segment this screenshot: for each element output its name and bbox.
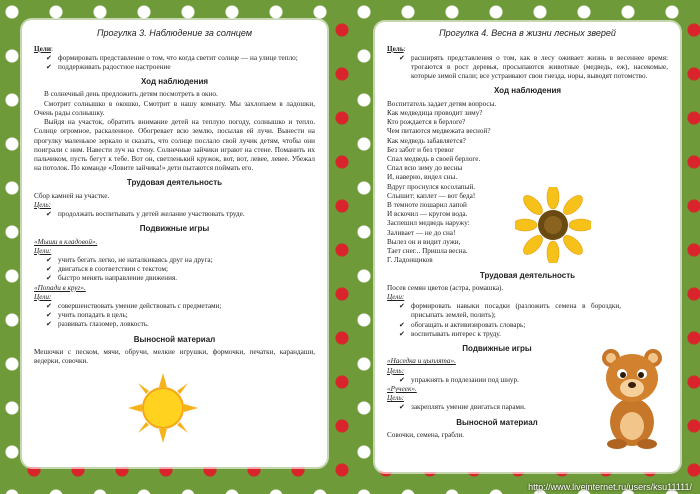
left-game-2-goals xyxy=(34,302,315,330)
right-page xyxy=(375,22,680,472)
check-icon: ✔ xyxy=(399,53,405,62)
left-game-1-goals-label: Цели: xyxy=(34,246,52,255)
left-games-title: Подвижные игры xyxy=(139,224,210,234)
list-item: ✔ формировать навыки посадки (разложить семена в бороздки, присыпать землей, полить); xyxy=(399,302,621,320)
left-material-title: Выносной материал xyxy=(133,334,216,344)
left-game-1-name: «Мыши в кладовой». xyxy=(34,237,98,246)
check-icon: ✔ xyxy=(399,403,405,412)
left-labor-goal-label: Цель: xyxy=(34,200,51,209)
right-poem xyxy=(387,100,527,266)
left-observation-para-3: Выйдя на участок, обратить внимание детей на теплую погоду, солнышко и тепло. Солнце огромное, раскаленное. Обогревает всю землю, посылая ей лучи. Вынести на прогулку маленькое зеркало и сказать, что солнце послало свой лучик детям, чтобы они поиграли с ним. Навести луч на стену. Солнечные зайчики играют на стене. Поманить их пальчиком, пусть бегут к тебе. Вот он, светленький кружок, вот, вот, левее, левее. Убежал на потолок. По команде «Ловите зайчика!» дети пытаются поймать его. xyxy=(34,118,315,173)
poem-line: Кто рождается в берлоге? xyxy=(387,118,466,127)
list-item: ✔ учить попадать в цель; xyxy=(46,311,128,320)
list-item: ✔ совершенствовать умение действовать с предметами; xyxy=(46,302,222,311)
poem-line: И, наверно, видел сны. xyxy=(387,173,458,182)
poem-line: Тает снег... Пришла весна. xyxy=(387,247,468,256)
check-icon: ✔ xyxy=(46,255,52,264)
left-observation-title: Ход наблюдения xyxy=(140,77,209,87)
source-watermark: http://www.liveinternet.ru/users/ksu11111/ xyxy=(528,482,692,492)
poem-line: Спал всю зиму до весны xyxy=(387,164,463,173)
right-material-title: Выносной материал xyxy=(456,417,538,427)
left-observation-para-2: Смотрит солнышко в окошко, Смотрит в нашу комнату. Мы захлопаем в ладошки, Очень рады солнышку. xyxy=(34,99,315,117)
list-item: ✔ формировать представление о том, что когда светит солнце — на улице тепло; xyxy=(46,53,298,62)
list-item: ✔ упражнять в подлезании под шнур. xyxy=(399,375,519,384)
check-icon: ✔ xyxy=(46,62,52,71)
check-icon: ✔ xyxy=(46,311,52,320)
poem-line: Чем питаются медвежата весной? xyxy=(387,127,491,136)
check-icon: ✔ xyxy=(399,329,405,338)
poem-line: И вскочил — кругом вода. xyxy=(387,210,468,219)
check-icon: ✔ xyxy=(399,375,405,384)
left-game-1-goals xyxy=(34,256,315,284)
check-icon: ✔ xyxy=(46,210,52,219)
bear-illustration-icon xyxy=(597,344,667,450)
right-game-2-name: «Ручеек». xyxy=(387,385,417,393)
poem-line: Как медведица проводит зиму? xyxy=(387,108,483,117)
right-observation-title: Ход наблюдения xyxy=(493,86,562,96)
right-goal-label: Цель xyxy=(387,44,404,53)
left-goals-label: Цели xyxy=(34,44,51,53)
sun-illustration-icon xyxy=(128,373,198,443)
right-labor-title: Трудовая деятельность xyxy=(479,270,576,280)
right-labor-goals-label: Цели: xyxy=(387,293,405,302)
poem-line: В темноте пошарил лапой xyxy=(387,201,467,210)
poem-author: Г. Ладонщиков xyxy=(387,256,433,265)
check-icon: ✔ xyxy=(46,302,52,311)
check-icon: ✔ xyxy=(399,302,405,311)
left-labor-goals xyxy=(34,210,315,219)
left-material-text: Мешочки с песком, мячи, обручи, мелкие игрушки, формочки, печатки, карандаши, ведерки, совочки. xyxy=(34,347,315,366)
list-item: ✔ развивать глазомер, ловкость. xyxy=(46,320,149,329)
list-item: ✔ двигаться в соответствии с текстом; xyxy=(46,265,169,274)
right-material-text: Совочки, семена, грабли. xyxy=(387,430,464,439)
left-labor-text: Сбор камней на участке. xyxy=(34,191,110,200)
check-icon: ✔ xyxy=(46,320,52,329)
list-item: ✔ обогащать и активизировать словарь; xyxy=(399,320,526,329)
check-icon: ✔ xyxy=(46,53,52,62)
left-labor-title: Трудовая деятельность xyxy=(126,178,223,188)
sunflower-illustration-icon xyxy=(515,187,591,263)
poem-line: Вдруг проснулся косолапый. xyxy=(387,182,476,191)
right-walk-title: Прогулка 4. Весна в жизни лесных зверей xyxy=(439,28,616,38)
right-game-1-goals-label: Цель: xyxy=(387,366,404,375)
right-goal-label-row: Цель: xyxy=(387,44,406,53)
list-item: ✔ расширять представления о том, как в лесу оживает жизнь в весеннее время: трогаются в рост деревья, просыпаются животные (медведь, еж), насекомые, которые зимой спали; все устраивают свои гнезда, норы, выводят потомство. xyxy=(399,53,668,81)
right-goals-list xyxy=(387,54,668,82)
list-item: ✔ воспитывать интерес к труду. xyxy=(399,329,501,338)
check-icon: ✔ xyxy=(46,274,52,283)
left-walk-title: Прогулка 3. Наблюдение за солнцем xyxy=(96,28,252,38)
check-icon: ✔ xyxy=(399,320,405,329)
left-goals-list xyxy=(34,54,315,72)
poem-line: Заспешил медведь наружу: xyxy=(387,219,470,228)
list-item: ✔ поддерживать радостное настроение xyxy=(46,62,171,71)
poem-line: Вылез он и видит лужи, xyxy=(387,237,461,246)
list-item: ✔ продолжать воспитывать у детей желание участвовать труде. xyxy=(46,210,245,219)
right-game-2-goals-label: Цель: xyxy=(387,394,404,403)
poem-line: Без забот и без тревог xyxy=(387,145,455,154)
list-item: ✔ быстро менять направление движения. xyxy=(46,274,178,283)
list-item: ✔ закреплять умение двигаться парами. xyxy=(399,403,526,412)
check-icon: ✔ xyxy=(46,265,52,274)
poem-line: Спал медведь в своей берлоге. xyxy=(387,154,481,163)
poem-line: Слышит: каплет — вот беда! xyxy=(387,191,476,200)
poem-line: Воспитатель задает детям вопросы. xyxy=(387,99,497,108)
left-game-2-name: «Попади в круг». xyxy=(34,283,86,292)
poem-line: Заливает — не до сна! xyxy=(387,228,456,237)
left-goals-label-row: Цели: xyxy=(34,44,53,53)
list-item: ✔ учить бегать легко, не наталкиваясь друг на друга; xyxy=(46,255,213,264)
right-labor-text: Посев семян цветов (астра, ромашка). xyxy=(387,283,504,292)
poem-line: Как медведь забавляется? xyxy=(387,136,466,145)
right-games-title: Подвижные игры xyxy=(462,344,532,354)
left-game-2-goals-label: Цели: xyxy=(34,292,52,301)
left-observation-para-1: В солнечный день предложить детям посмотреть в окно. xyxy=(44,90,218,99)
right-labor-goals xyxy=(387,302,621,339)
right-game-1-name: «Наседка и цыплята». xyxy=(387,357,456,366)
